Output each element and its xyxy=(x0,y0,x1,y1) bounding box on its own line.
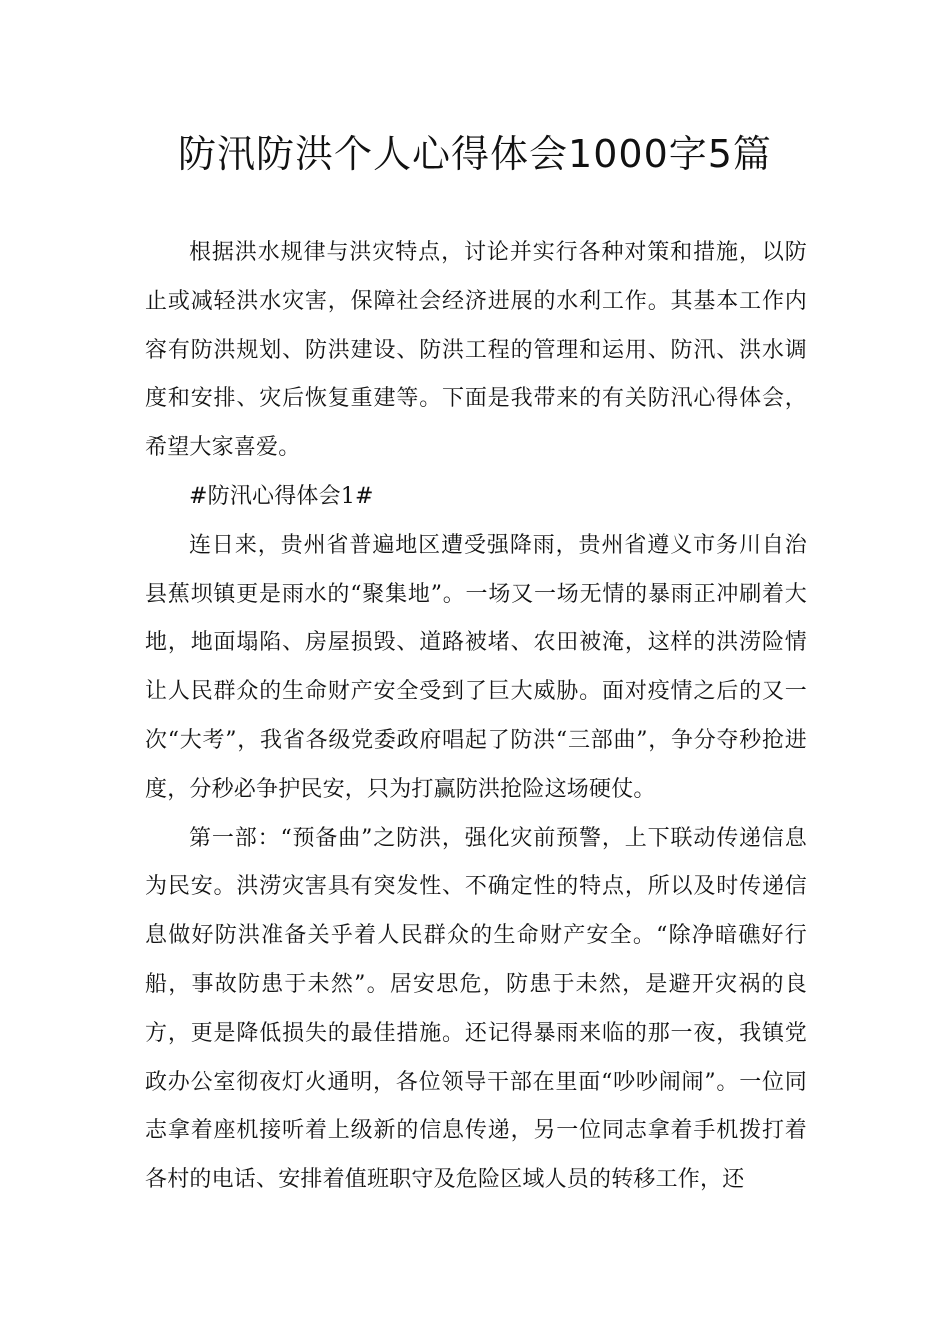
section-heading: #防汛心得体会1# xyxy=(189,483,374,509)
body-paragraph: 第一部：“预备曲”之防洪，强化灾前预警，上下联动传递信息为民安。洪涝灾害具有突发性、不确定性的特点，所以及时传递信息做好防洪准备关乎着人民群众的生命财产安全。“除净暗礁好行船，事故防患于未然”。居安思危，防患于未然，是避开灾祸的良方，更是降低损失的最佳措施。还记得暴雨来临的那一夜，我镇党政办公室彻夜灯火通明，各位领导干部在里面“吵吵闹闹”。一位同志拿着座机接听着上级新的信息传递，另一位同志拿着手机拨打着各村的电话、安排着值班职守及危险区域人员的转移工作，还 xyxy=(145,825,807,1193)
intro-paragraph: 根据洪水规律与洪灾特点，讨论并实行各种对策和措施，以防止或减轻洪水灾害，保障社会经济进展的水利工作。其基本工作内容有防洪规划、防洪建设、防洪工程的管理和运用、防汛、洪水调度和安排、灾后恢复重建等。下面是我带来的有关防汛心得体会，希望大家喜爱。 xyxy=(145,240,807,461)
document-body xyxy=(145,229,807,1205)
document-title: 防汛防洪个人心得体会1000字5篇 xyxy=(178,132,772,176)
body-paragraph: 连日来，贵州省普遍地区遭受强降雨，贵州省遵义市务川自治县蕉坝镇更是雨水的“聚集地”。一场又一场无情的暴雨正冲刷着大地，地面塌陷、房屋损毁、道路被堵、农田被淹，这样的洪涝险情让人民群众的生命财产安全受到了巨大威胁。面对疫情之后的又一次“大考”，我省各级党委政府唱起了防洪“三部曲”，争分夺秒抢进度，分秒必争护民安，只为打赢防洪抢险这场硬仗。 xyxy=(145,532,807,802)
